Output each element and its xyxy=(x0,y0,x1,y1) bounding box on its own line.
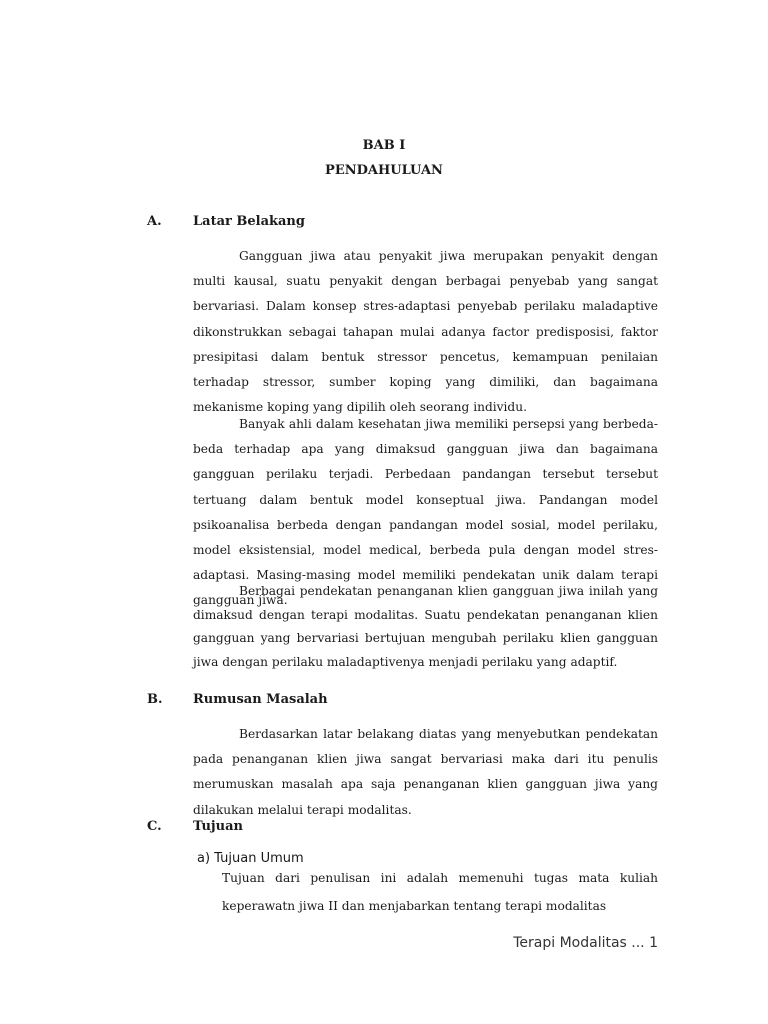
section-a-paragraph-1: Gangguan jiwa atau penyakit jiwa merupakan penyakit dengan multi kausal, suatu penyakit dengan berbagai penyebab yang sangat bervariasi. Dalam konsep stres-adaptasi penyebab perilaku maladaptive dikonstrukkan sebagai tahapan mulai adanya factor predisposisi, faktor presipitasi dalam bentuk stressor pencetus, kemampuan penilaian terhadap stressor, sumber koping yang dimiliki, dan bagaimana mekanisme koping yang dipilih oleh seorang individu. xyxy=(193,249,658,415)
section-c-letter: C. xyxy=(147,819,162,834)
section-a-paragraph-2: Banyak ahli dalam kesehatan jiwa memiliki persepsi yang berbeda-beda terhadap apa yang dimaksud gangguan jiwa dan bagaimana gangguan perilaku terjadi. Perbedaan pandangan tersebut tersebut tertuang dalam bentuk model konseptual jiwa. Pandangan model psikoanalisa berbeda dengan pandangan model sosial, model perilaku, model eksistensial, model medical, berbeda pula dengan model stres-adaptasi. Masing-masing model memiliki pendekatan unik dalam terapi gangguan jiwa. xyxy=(193,417,658,608)
subsection-a-label: a) Tujuan Umum xyxy=(197,851,304,866)
section-b-letter: B. xyxy=(147,692,163,707)
chapter-title: PENDAHULUAN xyxy=(325,163,443,178)
section-a-letter: A. xyxy=(147,214,162,229)
chapter-heading: BAB I xyxy=(362,138,406,153)
section-b-title: Rumusan Masalah xyxy=(193,692,328,707)
section-a-paragraph-3: Berbagai pendekatan penanganan klien gangguan jiwa inilah yang dimaksud dengan terapi modalitas. Suatu pendekatan penanganan klien gangguan yang bervariasi bertujuan mengubah perilaku klien gangguan jiwa dengan perilaku maladaptivenya menjadi perilaku yang adaptif. xyxy=(193,584,658,670)
subsection-a-text: Tujuan dari penulisan ini adalah memenuhi tugas mata kuliah keperawatn jiwa II dan menjabarkan tentang terapi modalitas xyxy=(222,871,658,913)
section-b-paragraph-1: Berdasarkan latar belakang diatas yang menyebutkan pendekatan pada penanganan klien jiwa sangat bervariasi maka dari itu penulis merumuskan masalah apa saja penanganan klien gangguan jiwa yang dilakukan melalui terapi modalitas. xyxy=(193,727,658,817)
page-footer: Terapi Modalitas ... 1 xyxy=(513,935,658,951)
section-c-title: Tujuan xyxy=(193,819,243,834)
section-a-title: Latar Belakang xyxy=(193,214,305,229)
